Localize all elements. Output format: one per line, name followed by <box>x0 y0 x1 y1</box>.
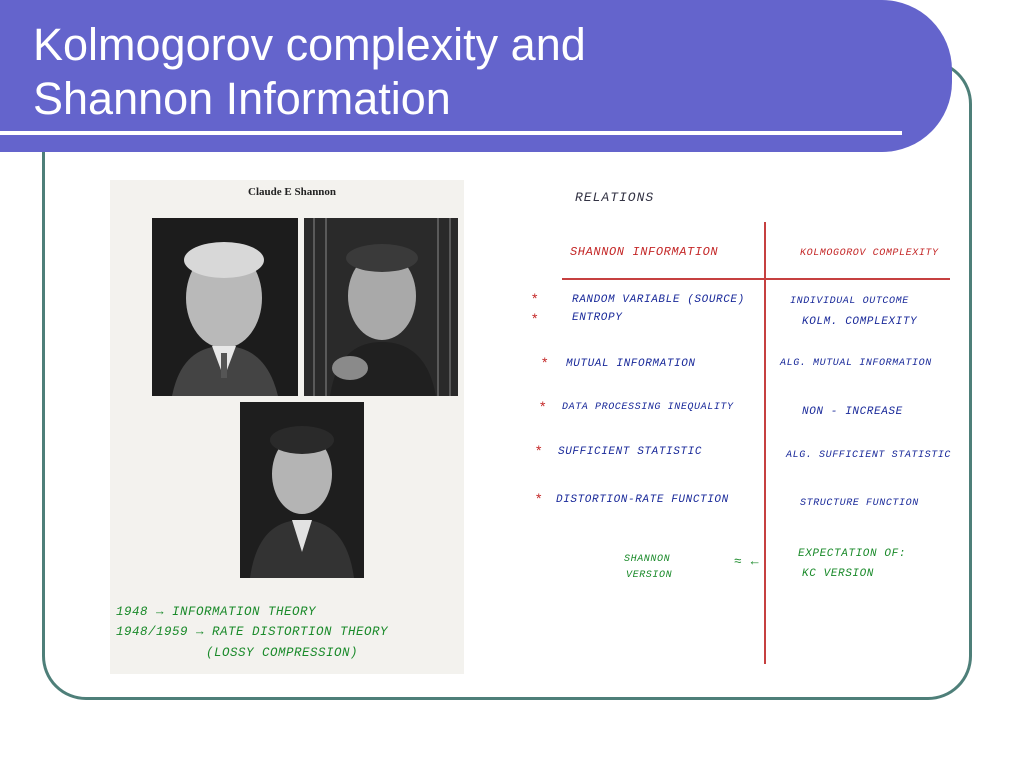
row-left-2: ENTROPY <box>572 312 623 324</box>
bullet-star-icon: * <box>536 442 542 458</box>
table-divider-vertical <box>764 222 766 664</box>
title-bar <box>0 0 952 152</box>
row-left-3: MUTUAL INFORMATION <box>566 358 696 370</box>
row-left-6: DISTORTION-RATE FUNCTION <box>556 494 729 506</box>
approx-arrow: ≈ ← <box>734 554 760 569</box>
bottom-left-line-1: SHANNON <box>624 554 671 565</box>
title-underline <box>0 131 902 135</box>
shannon-photo-older <box>152 218 298 396</box>
table-divider-horizontal <box>562 278 950 280</box>
bullet-star-icon: * <box>532 310 538 326</box>
note-information-theory: 1948 → INFORMATION THEORY <box>116 605 317 619</box>
bullet-star-icon: * <box>532 290 538 306</box>
row-right-5: ALG. SUFFICIENT STATISTIC <box>786 450 952 461</box>
row-left-1: RANDOM VARIABLE (SOURCE) <box>572 294 745 306</box>
bottom-left-line-2: VERSION <box>626 570 673 581</box>
header-kolmogorov: KOLMOGOROV COMPLEXITY <box>800 248 939 259</box>
row-right-2: KOLM. COMPLEXITY <box>802 316 918 328</box>
relations-heading: RELATIONS <box>575 190 655 205</box>
row-right-3: ALG. MUTUAL INFORMATION <box>780 358 932 369</box>
bullet-star-icon: * <box>540 398 546 414</box>
slide-title <box>33 18 586 126</box>
row-right-6: STRUCTURE FUNCTION <box>800 498 919 509</box>
photo-caption: Claude E Shannon <box>248 186 337 198</box>
note-rate-distortion: 1948/1959 → RATE DISTORTION THEORY <box>116 625 389 639</box>
title-line-1: Kolmogorov complexity and <box>33 19 586 70</box>
bullet-star-icon: * <box>536 490 542 506</box>
row-left-5: SUFFICIENT STATISTIC <box>558 446 703 458</box>
shannon-photo-middle <box>304 218 458 396</box>
row-left-4: DATA PROCESSING INEQUALITY <box>562 402 734 413</box>
title-line-2: Shannon Information <box>33 73 451 124</box>
bottom-right-line-2: KC VERSION <box>802 568 875 580</box>
row-right-1: INDIVIDUAL OUTCOME <box>790 296 909 307</box>
bullet-star-icon: * <box>542 354 548 370</box>
row-right-4: NON - INCREASE <box>802 406 903 418</box>
shannon-photo-young <box>240 402 364 578</box>
note-lossy-compression: (LOSSY COMPRESSION) <box>206 646 359 660</box>
header-shannon: SHANNON INFORMATION <box>570 245 719 259</box>
bottom-right-line-1: EXPECTATION OF: <box>798 548 907 560</box>
